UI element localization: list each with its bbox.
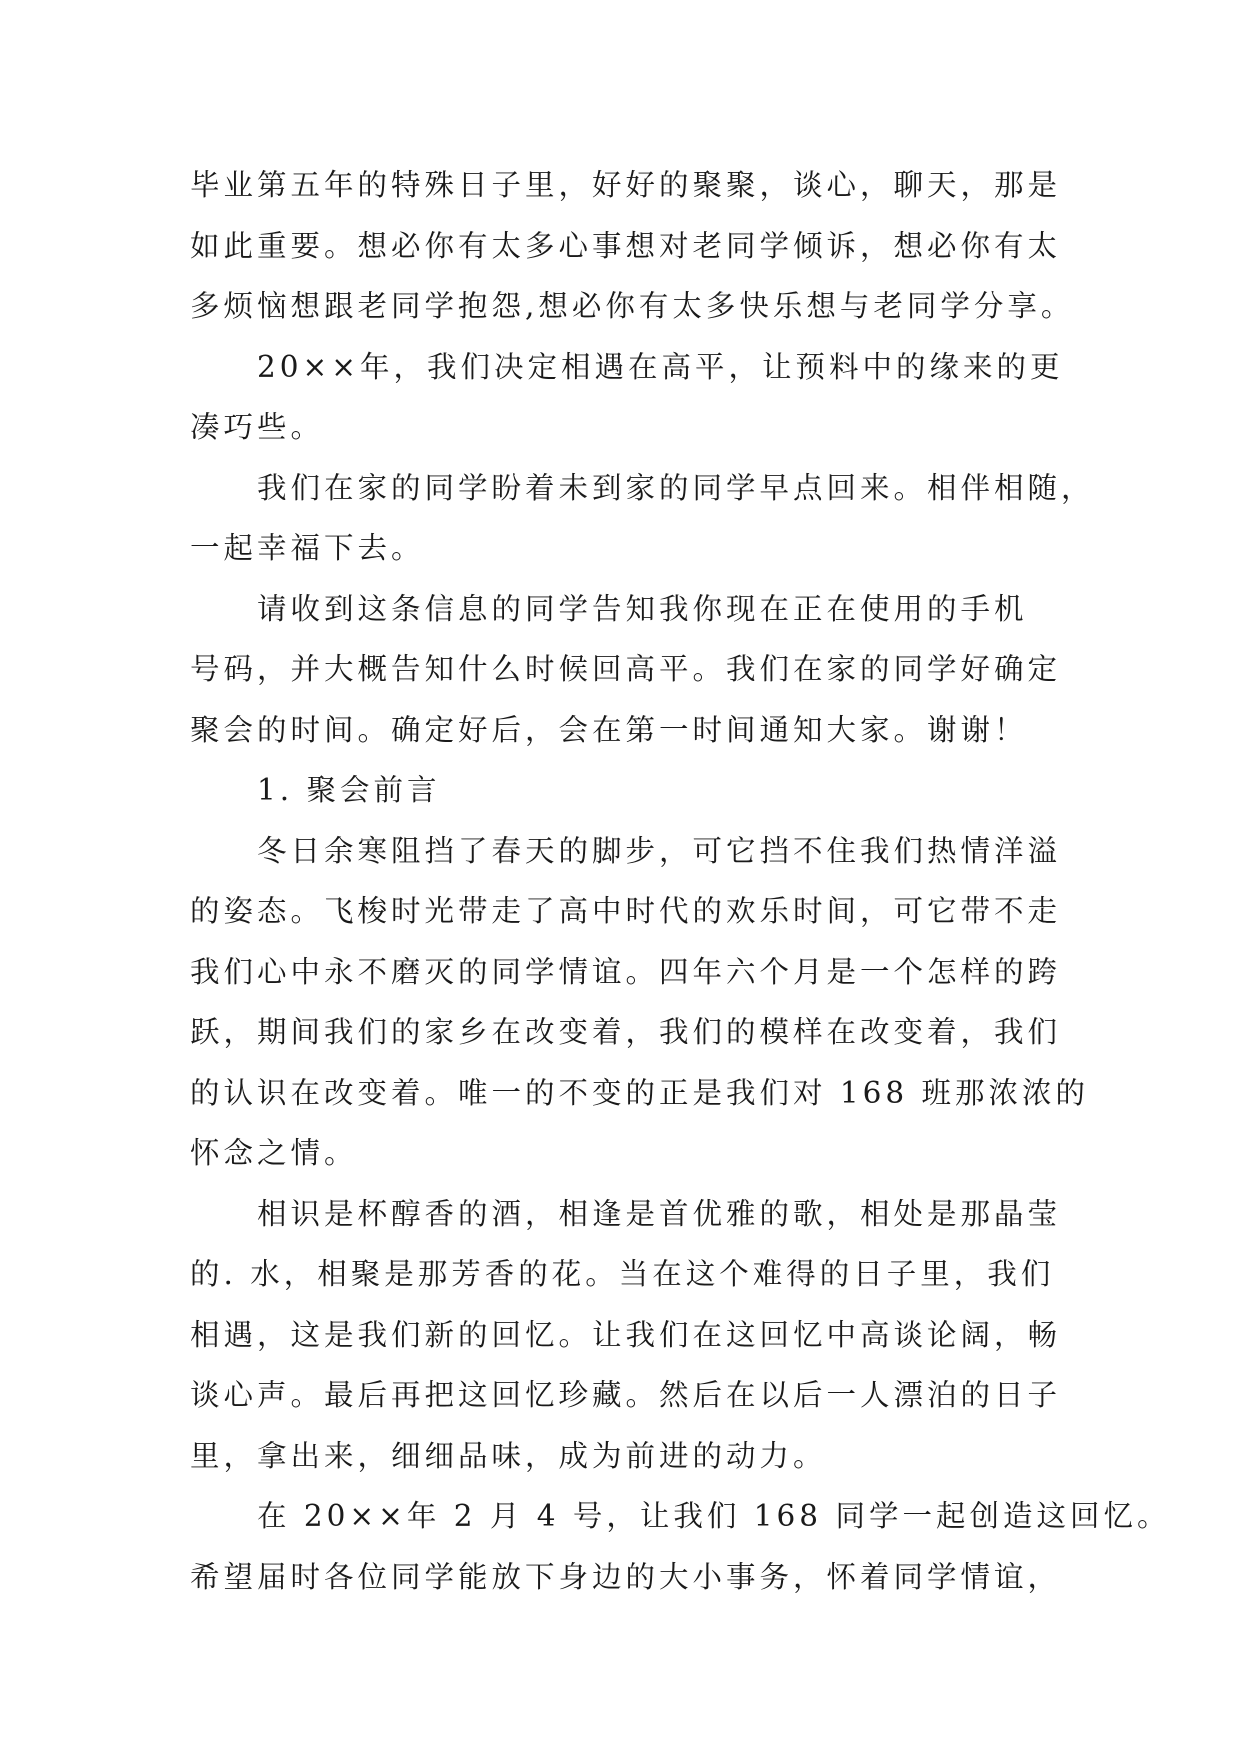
- text-line: 多烦恼想跟老同学抱怨,想必你有太多快乐想与老同学分享。: [190, 289, 1075, 323]
- text-line: 跃，期间我们的家乡在改变着，我们的模样在改变着，我们: [190, 1015, 1062, 1049]
- text-line: 20××年，我们决定相遇在高平，让预料中的缘来的更: [257, 349, 1064, 384]
- text-line: 的姿态。飞梭时光带走了高中时代的欢乐时间，可它带不走: [190, 894, 1062, 928]
- text-line: 相遇，这是我们新的回忆。让我们在这回忆中高谈论阔，畅: [190, 1317, 1062, 1352]
- text-line: 聚会的时间。确定好后，会在第一时间通知大家。谢谢！: [190, 712, 1028, 747]
- text-line: 如此重要。想必你有太多心事想对老同学倾诉，想必你有太: [190, 228, 1062, 263]
- text-line: 在 20××年 2 月 4 号，让我们 168 同学一起创造这回忆。: [257, 1499, 1171, 1533]
- text-line: 谈心声。最后再把这回忆珍藏。然后在以后一人漂泊的日子: [190, 1378, 1062, 1412]
- text-line: 1. 聚会前言: [257, 773, 441, 807]
- text-line: 一起幸福下去。: [190, 531, 425, 565]
- text-line: 凑巧些。: [190, 410, 325, 444]
- text-line: 怀念之情。: [190, 1136, 358, 1170]
- text-line: 毕业第五年的特殊日子里，好好的聚聚，谈心，聊天，那是: [190, 168, 1062, 202]
- text-line: 冬日余寒阻挡了春天的脚步，可它挡不住我们热情洋溢: [257, 833, 1062, 868]
- text-line: 的. 水，相聚是那芳香的花。当在这个难得的日子里，我们: [190, 1257, 1055, 1291]
- text-line: 号码，并大概告知什么时候回高平。我们在家的同学好确定: [190, 652, 1062, 686]
- text-line: 里，拿出来，细细品味，成为前进的动力。: [190, 1438, 827, 1473]
- text-line: 我们心中永不磨灭的同学情谊。四年六个月是一个怎样的跨: [190, 954, 1062, 989]
- text-line: 希望届时各位同学能放下身边的大小事务，怀着同学情谊，: [190, 1559, 1062, 1594]
- text-line: 的认识在改变着。唯一的不变的正是我们对 168 班那浓浓的: [190, 1075, 1090, 1110]
- text-line: 我们在家的同学盼着未到家的同学早点回来。相伴相随，: [257, 470, 1095, 505]
- text-line: 请收到这条信息的同学告知我你现在正在使用的手机: [257, 591, 1028, 626]
- text-line: 相识是杯醇香的酒，相逢是首优雅的歌，相处是那晶莹: [257, 1196, 1062, 1231]
- document-body: [190, 155, 1171, 1607]
